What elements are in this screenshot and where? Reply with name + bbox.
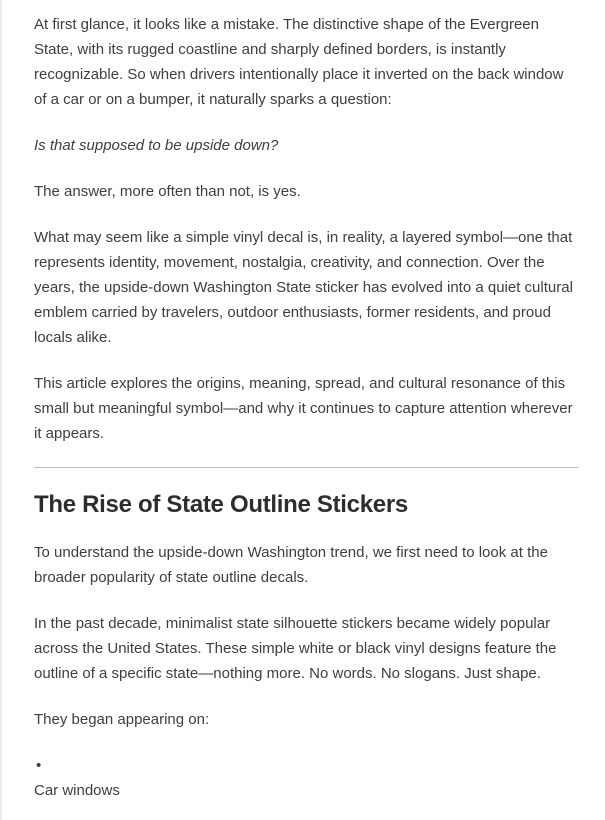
section-heading: The Rise of State Outline Stickers	[34, 491, 408, 518]
answer-paragraph: The answer, more often than not, is yes.	[34, 183, 301, 200]
symbol-paragraph: What may seem like a simple vinyl decal is, in reality, a layered symbol—one that represents identity, movement, nostalgia, creativity, and connection. Over the years, the upside-down Washington State sticker has evolved into a quiet cultural emblem carried by travelers, outdoor enthusiasts, former residents, and proud locals alike.	[34, 229, 573, 346]
list-item-text: Car windows	[34, 782, 120, 799]
article-scope-paragraph: This article explores the origins, meaning, spread, and cultural resonance of this small but meaningful symbol—and why it continues to capture attention wherever it appears.	[34, 375, 573, 442]
context-paragraph: To understand the upside-down Washington trend, we first need to look at the broader popularity of state outline decals.	[34, 544, 548, 586]
intro-paragraph: At first glance, it looks like a mistake. The distinctive shape of the Evergreen State, with its rugged coastline and sharply defined borders, is instantly recognizable. So when drivers intentionally place it inverted on the back window of a car or on a bumper, it naturally sparks a question:	[34, 16, 564, 108]
italic-question: Is that supposed to be upside down?	[34, 137, 279, 154]
bullet-marker: •	[36, 757, 42, 774]
list-intro-paragraph: They began appearing on:	[34, 711, 210, 728]
section-divider	[34, 467, 579, 468]
decade-paragraph: In the past decade, minimalist state silhouette stickers became widely popular across the United States. These simple white or black vinyl designs feature the outline of a specific state—nothing more. No words. No slogans. Just shape.	[34, 615, 557, 682]
list-item	[34, 753, 579, 803]
